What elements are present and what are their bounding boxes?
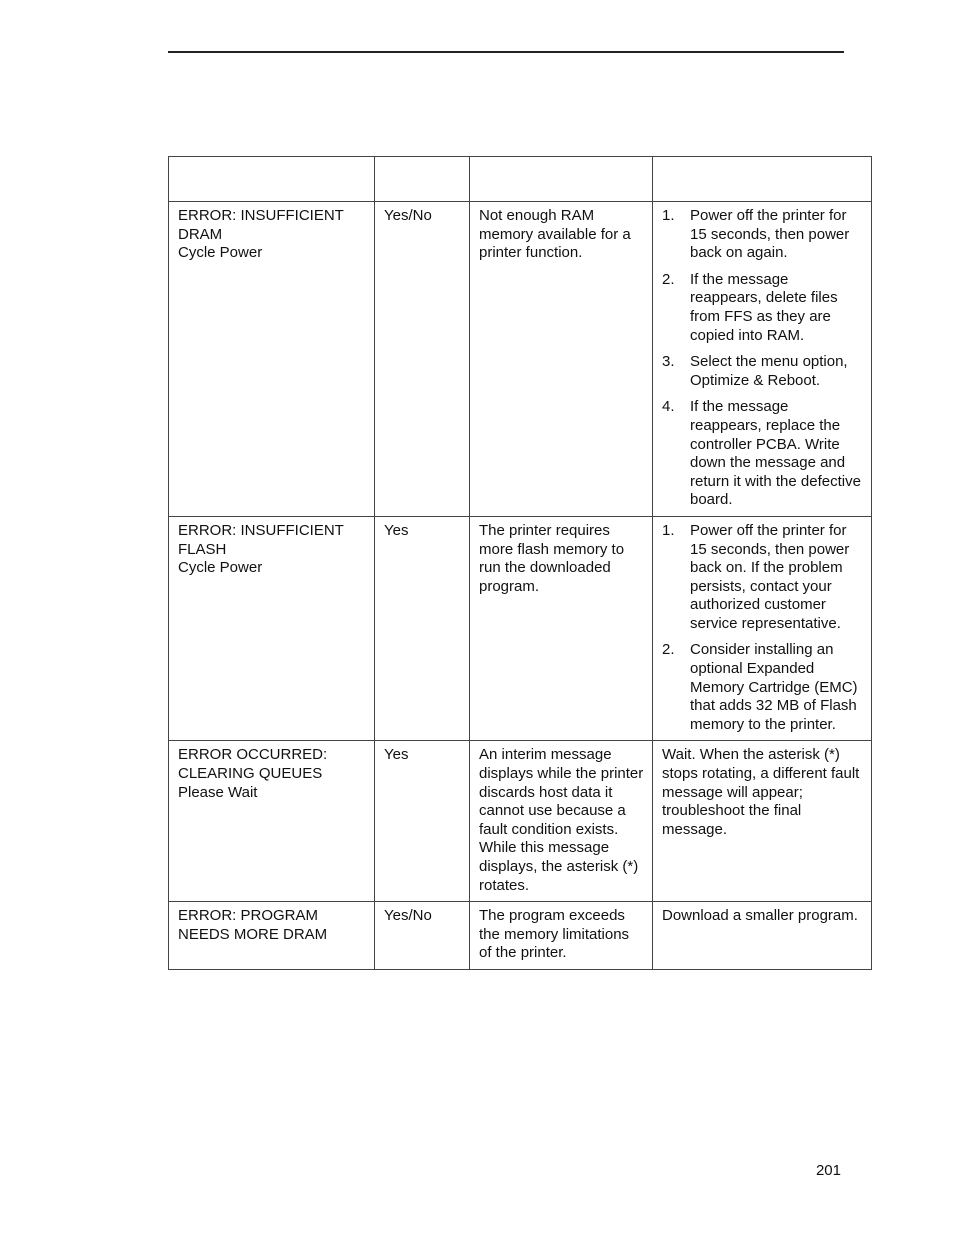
description-cell: Not enough RAM memory available for a printer function. bbox=[470, 202, 653, 517]
message-cell bbox=[169, 516, 375, 741]
message-line: ERROR: INSUFFICIENT bbox=[178, 521, 344, 539]
step-number: 2. bbox=[662, 270, 675, 288]
action-step bbox=[662, 522, 863, 634]
message-cell bbox=[169, 741, 375, 902]
table-row bbox=[169, 516, 872, 741]
step-text: Select the menu option, Optimize & Reboot. bbox=[690, 353, 848, 389]
step-number: 3. bbox=[662, 353, 675, 371]
action-cell bbox=[653, 202, 872, 517]
description-cell: The program exceeds the memory limitations of the printer. bbox=[470, 902, 653, 970]
message-line: NEEDS MORE DRAM bbox=[178, 925, 328, 943]
action-step bbox=[662, 398, 863, 510]
message-cell bbox=[169, 202, 375, 517]
action-steps bbox=[662, 207, 863, 510]
table-header-row bbox=[169, 157, 872, 202]
message-line: Cycle Power bbox=[178, 244, 263, 262]
header-cell-description bbox=[470, 157, 653, 202]
header-cell-action bbox=[653, 157, 872, 202]
explanation-cell: Yes bbox=[375, 741, 470, 902]
table-row bbox=[169, 202, 872, 517]
message-line: Please Wait bbox=[178, 783, 258, 801]
explanation-cell: Yes/No bbox=[375, 202, 470, 517]
action-step bbox=[662, 271, 863, 345]
action-step bbox=[662, 353, 863, 390]
step-text: If the message reappears, replace the controller PCBA. Write down the message and return it with the defective board. bbox=[690, 398, 861, 509]
message-line: FLASH bbox=[178, 540, 227, 558]
message-line: ERROR: PROGRAM bbox=[178, 907, 319, 925]
top-rule bbox=[168, 51, 844, 53]
step-number: 1. bbox=[662, 521, 675, 539]
message-line: CLEARING QUEUES bbox=[178, 765, 323, 783]
message-line: Cycle Power bbox=[178, 559, 263, 577]
action-step bbox=[662, 207, 863, 263]
table-row bbox=[169, 741, 872, 902]
step-number: 4. bbox=[662, 398, 675, 416]
action-steps bbox=[662, 522, 863, 735]
message-line: ERROR OCCURRED: bbox=[178, 746, 328, 764]
step-text: Power off the printer for 15 seconds, then power back on. If the problem persists, contact your authorized customer service representative. bbox=[690, 521, 850, 632]
description-cell: An interim message displays while the printer discards host data it cannot use because a fault condition exists. While this message displays, the asterisk (*) rotates. bbox=[470, 741, 653, 902]
step-text: If the message reappears, delete files from FFS as they are copied into RAM. bbox=[690, 270, 838, 344]
step-text: Power off the printer for 15 seconds, then power back on again. bbox=[690, 207, 850, 262]
message-line: ERROR: INSUFFICIENT bbox=[178, 207, 344, 224]
table-row bbox=[169, 902, 872, 970]
action-cell: Wait. When the asterisk (*) stops rotating, a different fault message will appear; troubleshoot the final message. bbox=[653, 741, 872, 902]
header-cell-message bbox=[169, 157, 375, 202]
step-text: Consider installing an optional Expanded Memory Cartridge (EMC) that adds 32 MB of Flash memory to the printer. bbox=[690, 641, 858, 733]
step-number: 2. bbox=[662, 641, 675, 659]
description-cell: The printer requires more flash memory to run the downloaded program. bbox=[470, 516, 653, 741]
error-message-table bbox=[168, 156, 872, 970]
message-line: DRAM bbox=[178, 225, 223, 243]
explanation-cell: Yes bbox=[375, 516, 470, 741]
action-cell bbox=[653, 516, 872, 741]
action-cell: Download a smaller program. bbox=[653, 902, 872, 970]
action-step bbox=[662, 641, 863, 734]
message-cell bbox=[169, 902, 375, 970]
header-cell-explanation bbox=[375, 157, 470, 202]
explanation-cell: Yes/No bbox=[375, 902, 470, 970]
step-number: 1. bbox=[662, 207, 675, 224]
page-number: 201 bbox=[815, 1162, 841, 1179]
